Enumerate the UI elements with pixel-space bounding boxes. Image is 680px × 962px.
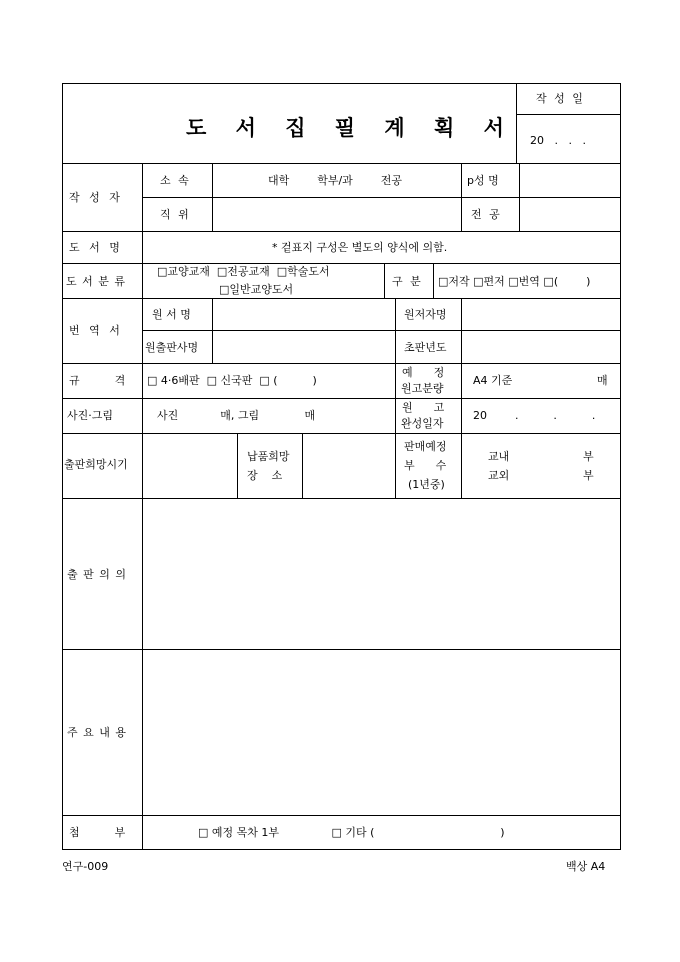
volume-label-2: 원고분량 — [401, 382, 444, 395]
attachment-label: 첨 부 — [69, 826, 126, 839]
rule — [142, 330, 621, 331]
division-options: □저작 □편저 □번역 □( ) — [438, 275, 591, 288]
rule — [384, 263, 385, 298]
rule — [395, 298, 396, 498]
affiliation-label: 소 속 — [160, 174, 191, 187]
rule — [142, 197, 621, 198]
rule — [62, 815, 621, 816]
delivery-label-1: 납품희망 — [247, 450, 290, 463]
delivery-label-2: 장 소 — [247, 469, 283, 482]
book-title-note: * 겉표지 구성은 별도의 양식에 의함. — [272, 241, 448, 254]
rule — [212, 163, 213, 231]
volume-label-1: 예 정 — [402, 366, 445, 379]
rule — [212, 298, 213, 363]
orig-publisher-label: 원출판사명 — [145, 341, 199, 354]
volume-unit: 매 — [597, 374, 608, 387]
rule — [62, 649, 621, 650]
spec-label: 규 격 — [69, 374, 126, 387]
campus-in-unit: 부 — [583, 450, 594, 463]
completion-label-1: 원 고 — [402, 401, 445, 414]
images-label: 사진·그림 — [67, 409, 114, 422]
sales-label-3: (1년중) — [408, 478, 445, 491]
rule — [62, 433, 621, 434]
rule — [62, 498, 621, 499]
spec-options: □ 4·6배판 □ 신국판 □ ( ) — [147, 374, 317, 387]
rule — [516, 83, 517, 163]
campus-out-unit: 부 — [583, 469, 594, 482]
attachment-options: □ 예정 목차 1부 □ 기타 ( ) — [198, 826, 505, 839]
orig-title-label: 원 서 명 — [152, 308, 191, 321]
rule — [142, 163, 143, 850]
position-label: 직 위 — [160, 208, 191, 221]
author-label: 작 성 자 — [69, 191, 123, 204]
rule — [237, 433, 238, 498]
major-label: 전 공 — [471, 208, 502, 221]
volume-value: A4 기준 — [473, 374, 513, 387]
rule — [62, 363, 621, 364]
campus-in-label: 교내 — [488, 450, 510, 463]
rule — [62, 263, 621, 264]
rule — [62, 398, 621, 399]
classification-label: 도 서 분 류 — [66, 275, 126, 288]
publication-label: 출판희망시기 — [64, 458, 128, 471]
date-value: 20 . . . — [530, 134, 586, 147]
rule — [62, 163, 621, 164]
rule — [461, 163, 462, 231]
rule — [433, 263, 434, 298]
name-label: p성 명 — [467, 174, 499, 187]
sales-label-1: 판매예정 — [404, 440, 447, 453]
classification-options: □교양교재 □전공교재 □학술도서 — [157, 265, 330, 278]
form-code: 연구-009 — [62, 860, 109, 873]
translation-label: 번 역 서 — [69, 324, 123, 337]
book-title-label: 도 서 명 — [69, 241, 123, 254]
completion-label-2: 완성일자 — [401, 417, 444, 430]
orig-author-label: 원저자명 — [404, 308, 447, 321]
date-header: 작 성 일 — [536, 92, 585, 105]
rule — [302, 433, 303, 498]
completion-value: 20 . . . — [473, 409, 596, 422]
form-frame — [62, 83, 621, 850]
paper-spec: 백상 A4 — [566, 860, 606, 873]
rule — [519, 163, 520, 231]
rule — [461, 298, 462, 498]
form-title: 도 서 집 필 계 획 서 — [186, 115, 515, 140]
rule — [62, 231, 621, 232]
sales-label-2: 부 수 — [404, 459, 447, 472]
images-value: 사진 매, 그림 매 — [157, 409, 316, 422]
division-label: 구 분 — [392, 275, 423, 288]
campus-out-label: 교외 — [488, 469, 510, 482]
affiliation-value: 대학 학부/과 전공 — [268, 174, 403, 187]
contents-label: 주 요 내 용 — [67, 726, 127, 739]
significance-label: 출 판 의 의 — [67, 568, 127, 581]
rule — [62, 298, 621, 299]
rule — [516, 114, 621, 115]
classification-options-2: □일반교양도서 — [219, 283, 294, 296]
first-pub-year-label: 초판년도 — [404, 341, 447, 354]
